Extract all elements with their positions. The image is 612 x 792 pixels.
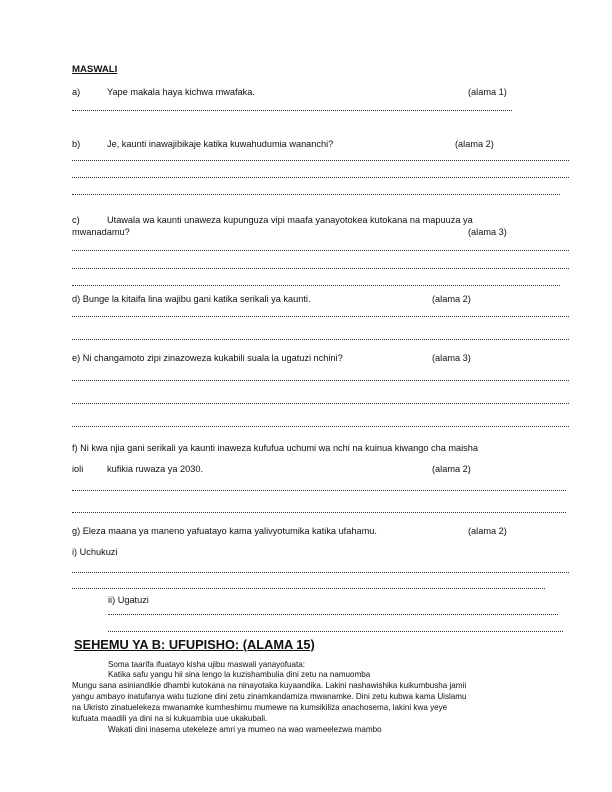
passage-line: Mungu sana asiniandikie dhambi kutokana na ninayotaka kuyaandika. Lakini nashawishika kuikumbusha jamii (72, 681, 467, 690)
question-c-text: Utawala wa kaunti unaweza kupunguza vipi maafa yanayotokea kutokana na mapuuza ya (107, 215, 473, 225)
passage-line: Katika safu yangu hii sina lengo la kuzishambulia dini zetu na namuomba (108, 670, 371, 679)
questions-heading: MASWALI (72, 64, 118, 75)
answer-line[interactable] (72, 194, 560, 195)
answer-line[interactable] (108, 631, 563, 632)
passage-line: Wakati dini inasema utekeleze amri ya mumeo na wao wameelezwa mambo (108, 725, 382, 734)
question-b-text: Je, kaunti inawajibikaje katika kuwahudumia wananchi? (107, 139, 334, 149)
answer-line[interactable] (72, 572, 569, 573)
question-c-label: c) (72, 215, 80, 225)
question-b-marks: (alama 2) (455, 139, 494, 149)
question-g-text: g) Eleza maana ya maneno yafuatayo kama yalivyotumika katika ufahamu. (72, 526, 377, 536)
section-b-title: SEHEMU YA B: UFUPISHO: (ALAMA 15) (74, 637, 315, 652)
question-d-text: d) Bunge la kitaifa lina wajibu gani katika serikali ya kaunti. (72, 294, 311, 304)
question-a-text: Yape makala haya kichwa mwafaka. (107, 87, 255, 97)
passage-line: na Ukristo zinatuelekeza mwanamke kumheshimu mumewe na kumsikiliza anachosema, lakini kwa yeye (72, 703, 448, 712)
answer-line[interactable] (72, 380, 569, 381)
passage-line: kufuata maadili ya dini na si kukuambia uue ukakubali. (72, 714, 268, 723)
question-c-marks: (alama 3) (468, 227, 507, 237)
answer-line[interactable] (72, 490, 566, 491)
answer-line[interactable] (72, 588, 545, 589)
question-f-text-cont-b: kufikia ruwaza ya 2030. (107, 464, 204, 474)
question-e-text: e) Ni changamoto zipi zinazoweza kukabili suala la ugatuzi nchini? (72, 353, 343, 363)
question-d-marks: (alama 2) (432, 294, 471, 304)
answer-line[interactable] (72, 250, 569, 251)
question-g-sub-1: i) Uchukuzi (72, 547, 118, 557)
answer-line[interactable] (72, 268, 569, 269)
section-b-instruction: Soma taarifa ifuatayo kisha ujibu maswali yanayofuata: (108, 660, 306, 669)
answer-line[interactable] (72, 285, 560, 286)
question-e-marks: (alama 3) (432, 353, 471, 363)
question-c-text-cont: mwanadamu? (72, 227, 130, 237)
answer-line[interactable] (108, 614, 558, 615)
answer-line[interactable] (72, 177, 569, 178)
question-f-text-cont-a: ioli (72, 464, 84, 474)
answer-line[interactable] (72, 339, 569, 340)
answer-line[interactable] (72, 512, 566, 513)
passage-line: yangu ambayo inatufanya watu tuzione dini zetu zinamkandamiza mwanamke. Dini zetu kubwa kama Uislamu (72, 692, 467, 701)
answer-line[interactable] (72, 110, 512, 111)
question-a-label: a) (72, 87, 81, 97)
question-g-marks: (alama 2) (468, 526, 507, 536)
answer-line[interactable] (72, 160, 569, 161)
answer-line[interactable] (72, 403, 569, 404)
question-g-sub-2: ii) Ugatuzi (108, 595, 149, 605)
answer-line[interactable] (72, 426, 569, 427)
answer-line[interactable] (72, 316, 569, 317)
question-a-marks: (alama 1) (468, 87, 507, 97)
question-f-text: f) Ni kwa njia gani serikali ya kaunti inaweza kufufua uchumi wa nchi na kuinua kiwango cha maisha (72, 443, 478, 453)
question-f-marks: (alama 2) (432, 464, 471, 474)
question-b-label: b) (72, 139, 81, 149)
